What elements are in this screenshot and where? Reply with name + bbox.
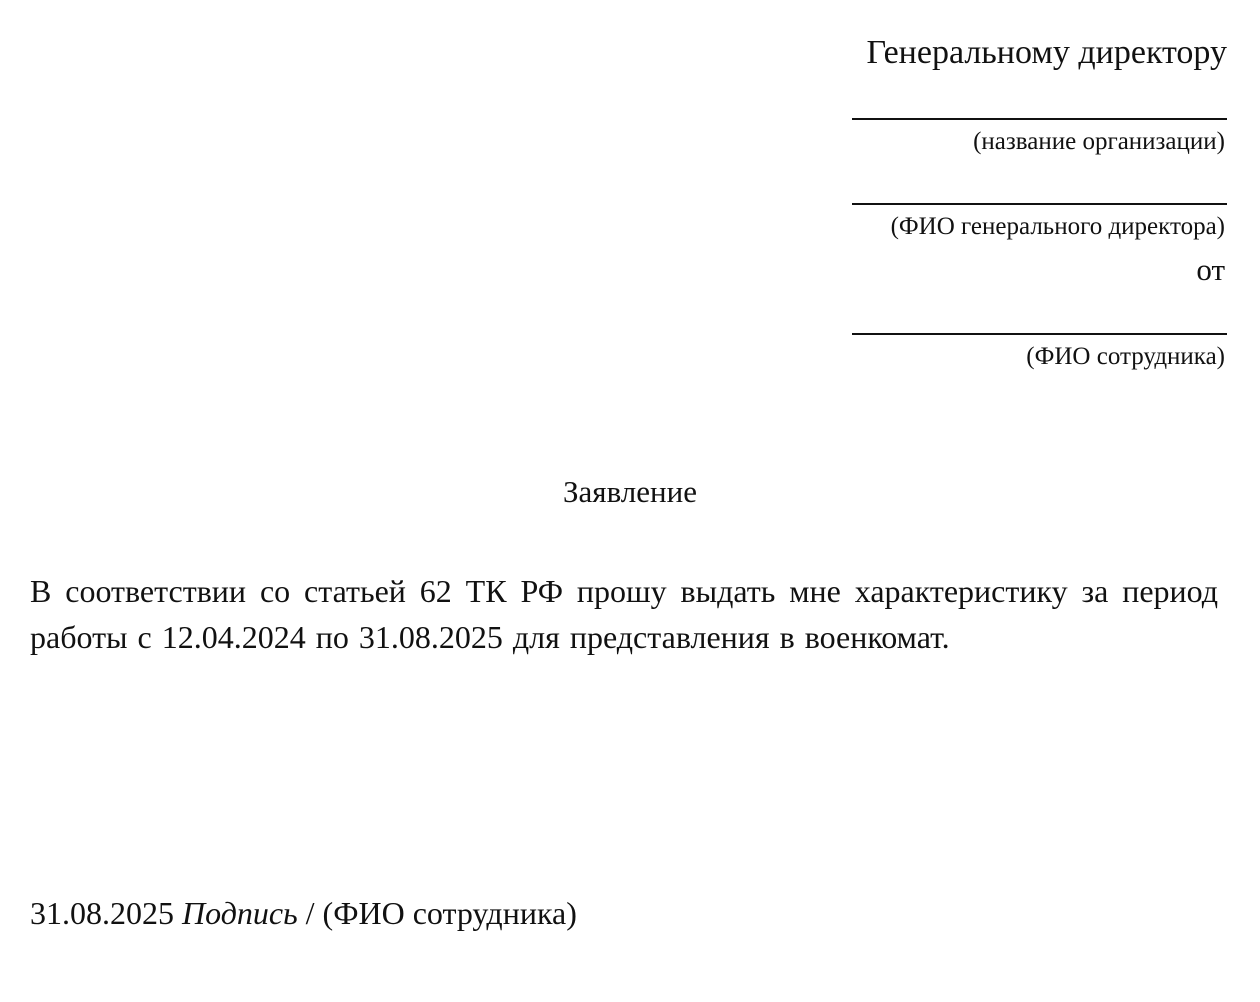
employee-name-line: [852, 333, 1227, 335]
director-name-caption: (ФИО генерального директора): [890, 213, 1225, 240]
signature-employee-name: (ФИО сотрудника): [322, 895, 577, 931]
signature-separator: /: [305, 895, 315, 931]
organization-name-caption: (название организации): [973, 128, 1225, 155]
employee-name-caption: (ФИО сотрудника): [1026, 343, 1225, 370]
organization-name-line: [852, 118, 1227, 120]
signature-label: Подпись: [182, 895, 298, 931]
document-title: Заявление: [563, 474, 697, 509]
signature-row: [30, 895, 577, 932]
director-name-line: [852, 203, 1227, 205]
from-word: от: [1196, 252, 1225, 287]
document-body: В соответствии со статьей 62 ТК РФ прошу выдать мне характеристику за период работы с 12.04.2024 по 31.08.2025 для представления в военкомат.: [30, 573, 1218, 655]
addressee-title: Генеральному директору: [866, 34, 1227, 71]
signature-date: 31.08.2025: [30, 895, 174, 931]
